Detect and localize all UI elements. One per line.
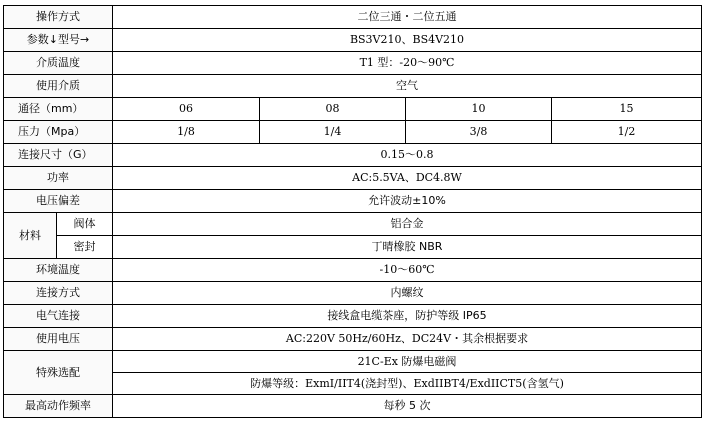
value-body: 铝合金: [113, 213, 702, 236]
row-label-ambient-temp: 环境温度: [4, 259, 113, 282]
table-row: [4, 167, 702, 190]
value-operation: 二位三通・二位五通: [113, 6, 702, 29]
row-label-operation: 操作方式: [4, 6, 113, 29]
value-bore-10: 10: [406, 98, 552, 121]
value-max-freq: 每秒 5 次: [113, 395, 702, 418]
row-label-electrical: 电气连接: [4, 305, 113, 328]
table-row: [4, 351, 702, 373]
table-row: [4, 282, 702, 305]
table-row: [4, 29, 702, 52]
table-row: [4, 395, 702, 418]
table-row: [4, 213, 702, 236]
table-row: [4, 121, 702, 144]
value-ambient-temp: -10～60℃: [113, 259, 702, 282]
value-special-line2: 防爆等级：ExmI/IIT4(浇封型)、ExdIIBT4/ExdIICT5(含氢气): [113, 373, 702, 395]
value-bore-06: 06: [113, 98, 260, 121]
value-medium: 空气: [113, 75, 702, 98]
value-model: BS3V210、BS4V210: [113, 29, 702, 52]
row-label-special: 特殊选配: [4, 351, 113, 395]
row-label-bore: 通径（mm）: [4, 98, 113, 121]
row-label-material: 材料: [4, 213, 57, 259]
value-pressure-3: 3/8: [406, 121, 552, 144]
value-voltage: AC:220V 50Hz/60Hz、DC24V・其余根据要求: [113, 328, 702, 351]
value-medium-temp: T1 型：-20～90℃: [113, 52, 702, 75]
row-label-medium: 使用介质: [4, 75, 113, 98]
table-row: [4, 259, 702, 282]
row-label-connection-method: 连接方式: [4, 282, 113, 305]
row-label-pressure: 压力（Mpa）: [4, 121, 113, 144]
value-seal: 丁晴橡胶 NBR: [113, 236, 702, 259]
sub-label-seal: 密封: [57, 236, 113, 259]
table-row: [4, 75, 702, 98]
row-label-model: 参数↓型号→: [4, 29, 113, 52]
sub-label-body: 阀体: [57, 213, 113, 236]
value-pressure-4: 1/2: [552, 121, 702, 144]
table-row: [4, 144, 702, 167]
row-label-max-freq: 最高动作频率: [4, 395, 113, 418]
value-voltage-deviation: 允许波动±10%: [113, 190, 702, 213]
value-pressure-2: 1/4: [260, 121, 406, 144]
value-connection-method: 内螺纹: [113, 282, 702, 305]
table-row: [4, 98, 702, 121]
table-row: [4, 6, 702, 29]
table-row: [4, 328, 702, 351]
table-row: [4, 305, 702, 328]
spec-table: [3, 5, 702, 418]
value-bore-08: 08: [260, 98, 406, 121]
table-row: [4, 190, 702, 213]
value-pressure-1: 1/8: [113, 121, 260, 144]
table-row: [4, 52, 702, 75]
row-label-connection-size: 连接尺寸（G）: [4, 144, 113, 167]
row-label-power: 功率: [4, 167, 113, 190]
table-row: [4, 236, 702, 259]
value-power: AC:5.5VA、DC4.8W: [113, 167, 702, 190]
row-label-voltage: 使用电压: [4, 328, 113, 351]
row-label-medium-temp: 介质温度: [4, 52, 113, 75]
value-bore-15: 15: [552, 98, 702, 121]
value-special-line1: 21C-Ex 防爆电磁阀: [113, 351, 702, 373]
row-label-voltage-deviation: 电压偏差: [4, 190, 113, 213]
value-electrical: 接线盒电缆茶座，防护等级 IP65: [113, 305, 702, 328]
value-connection-size: 0.15～0.8: [113, 144, 702, 167]
